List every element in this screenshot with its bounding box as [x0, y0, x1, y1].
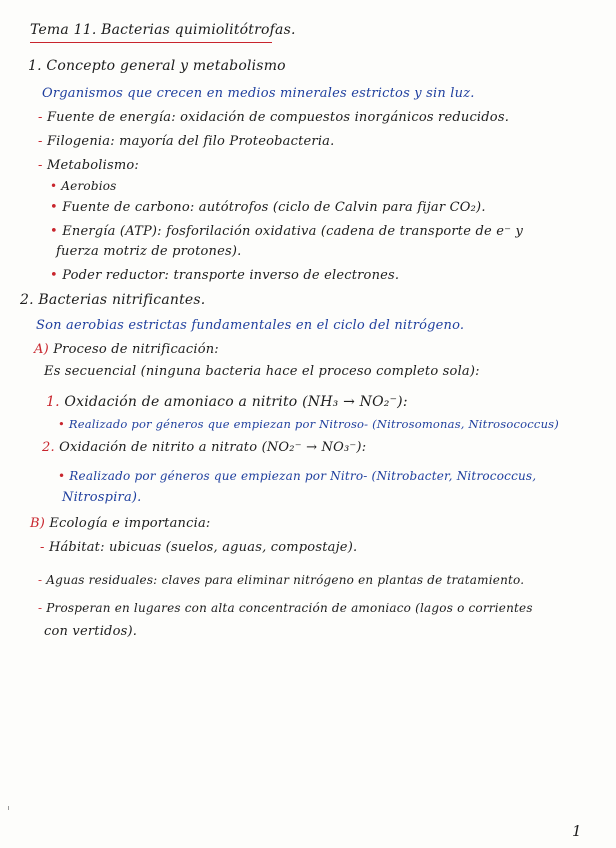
red-bullet: -	[38, 573, 47, 587]
text-line: Es secuencial (ninguna bacteria hace el proceso completo sola):	[44, 364, 480, 379]
red-bullet: -	[38, 110, 47, 125]
red-bullet: •	[50, 268, 63, 283]
text-line	[38, 134, 334, 150]
red-bullet: -	[40, 540, 49, 555]
line-text: Ecología e importancia:	[45, 516, 211, 531]
bullet-line	[58, 416, 559, 432]
text-line	[40, 540, 357, 556]
page-title: Tema 11. Bacterias quimiolitótrofas.	[30, 22, 296, 38]
red-bullet: •	[50, 200, 63, 215]
red-bullet: -	[38, 158, 47, 173]
bullet-line	[50, 200, 486, 216]
line-text: Poder reductor: transporte inverso de electrones.	[62, 268, 400, 283]
red-prefix: B)	[30, 516, 46, 531]
bullet-line	[58, 468, 536, 484]
red-bullet: •	[58, 417, 69, 431]
text-line	[38, 600, 533, 616]
page-number: 1	[572, 822, 582, 840]
line-text: Aerobios	[61, 179, 117, 193]
heading-section-2: 2. Bacterias nitrificantes.	[20, 292, 206, 308]
line-text: Realizado por géneros que empiezan por Nitro- (Nitrobacter, Nitrococcus,	[69, 469, 537, 483]
text-line: Organismos que crecen en medios minerales estrictos y sin luz.	[42, 86, 475, 101]
subheading-b	[30, 516, 211, 532]
red-prefix: 1.	[46, 394, 60, 410]
line-text: Energía (ATP): fosforilación oxidativa (cadena de transporte de e⁻ y	[62, 224, 524, 239]
text-line	[38, 110, 509, 126]
bullet-line	[50, 268, 399, 284]
text-line: Son aerobias estrictas fundamentales en el ciclo del nitrógeno.	[36, 318, 465, 333]
step-2	[42, 440, 366, 456]
bullet-line	[50, 224, 523, 240]
line-text: Filogenia: mayoría del filo Proteobacteria.	[46, 134, 335, 149]
subheading-a	[34, 342, 219, 358]
margin-mark	[8, 806, 13, 810]
title-underline	[30, 42, 272, 43]
red-prefix: A)	[34, 342, 49, 357]
line-text: Hábitat: ubicuas (suelos, aguas, compostaje).	[48, 540, 358, 555]
red-bullet: -	[38, 601, 47, 615]
line-text: Realizado por géneros que empiezan por Nitroso- (Nitrosomonas, Nitrosococcus)	[68, 417, 559, 431]
bullet-continuation: Nitrospira).	[62, 490, 142, 505]
line-text: Metabolismo:	[46, 158, 139, 173]
line-text: Prosperan en lugares con alta concentración de amoniaco (lagos o corrientes	[46, 601, 533, 615]
heading-section-1: 1. Concepto general y metabolismo	[28, 58, 286, 74]
text-line	[38, 158, 139, 174]
step-1	[46, 394, 408, 410]
bullet-continuation: fuerza motriz de protones).	[56, 244, 242, 259]
red-bullet: •	[50, 179, 62, 193]
line-text: Fuente de energía: oxidación de compuestos inorgánicos reducidos.	[46, 110, 510, 125]
line-text: Fuente de carbono: autótrofos (ciclo de Calvin para fijar CO₂).	[62, 200, 486, 215]
line-text: Aguas residuales: claves para eliminar nitrógeno en plantas de tratamiento.	[46, 573, 525, 587]
red-bullet: •	[50, 224, 63, 239]
line-text: Oxidación de nitrito a nitrato (NO₂⁻ → NO₃⁻):	[54, 440, 367, 455]
red-bullet: -	[38, 134, 47, 149]
bullet-line	[50, 178, 117, 194]
red-prefix: 2.	[42, 440, 55, 455]
line-text: Oxidación de amoniaco a nitrito (NH₃ → NO₂⁻):	[59, 394, 408, 410]
text-line	[38, 572, 524, 588]
red-bullet: •	[58, 469, 70, 483]
line-text: Proceso de nitrificación:	[48, 342, 219, 357]
text-continuation: con vertidos).	[44, 624, 138, 639]
